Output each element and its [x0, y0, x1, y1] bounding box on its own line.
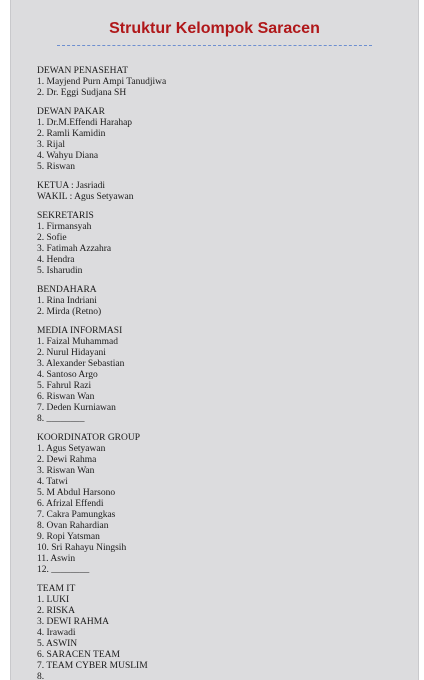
list-item: 1. Dr.M.Effendi Harahap	[37, 118, 133, 128]
list-item: 4. Tatwi	[37, 477, 68, 487]
list-item: 4. Irawadi	[37, 628, 76, 638]
list-item: 2. Dewi Rahma	[37, 455, 97, 465]
section	[37, 326, 408, 425]
section-heading: MEDIA INFORMASI	[37, 326, 123, 336]
list-item: 7. Cakra Pamungkas	[37, 510, 116, 520]
section-heading: KOORDINATOR GROUP	[37, 433, 141, 443]
list-item: 8.	[37, 672, 45, 680]
section	[37, 66, 408, 99]
list-item: 3. DEWI RAHMA	[37, 617, 110, 627]
list-item: 8. ________	[37, 414, 85, 424]
section	[37, 285, 408, 318]
section	[37, 107, 408, 173]
list-item: 2. RISKA	[37, 606, 76, 616]
list-item: 5. Riswan	[37, 162, 75, 172]
list-item: 3. Rijal	[37, 140, 65, 150]
list-item: 3. Alexander Sebastian	[37, 359, 125, 369]
list-item: 4. Hendra	[37, 255, 75, 265]
section	[37, 211, 408, 277]
list-item: 8. Ovan Rahardian	[37, 521, 109, 531]
list-item: 6. Riswan Wan	[37, 392, 95, 402]
list-item: 1. Mayjend Purn Ampi Tanudjiwa	[37, 77, 167, 87]
list-item: WAKIL : Agus Setyawan	[37, 192, 134, 202]
section	[37, 433, 408, 576]
list-item: 9. Ropi Yatsman	[37, 532, 100, 542]
list-item: 4. Santoso Argo	[37, 370, 98, 380]
list-item: 6. SARACEN TEAM	[37, 650, 120, 660]
list-item: 2. Mirda (Retno)	[37, 307, 102, 317]
list-item: 2. Nurul Hidayani	[37, 348, 106, 358]
list-item: 5. Isharudin	[37, 266, 83, 276]
list-item: 7. TEAM CYBER MUSLIM	[37, 661, 148, 671]
document-page	[10, 0, 419, 680]
list-item: 1. Faizal Muhammad	[37, 337, 118, 347]
list-item: 5. Fahrul Razi	[37, 381, 92, 391]
document-title: Struktur Kelompok Saracen	[109, 20, 320, 37]
document-body	[37, 66, 408, 680]
list-item: 6. Afrizal Effendi	[37, 499, 104, 509]
list-item: 11. Aswin	[37, 554, 76, 564]
section-heading: BENDAHARA	[37, 285, 97, 295]
section	[37, 181, 408, 203]
list-item: 5. ASWIN	[37, 639, 78, 649]
list-item: 5. M Abdul Harsono	[37, 488, 116, 498]
list-item: 1. Rina Indriani	[37, 296, 97, 306]
title-divider	[57, 45, 372, 46]
list-item: 2. Ramli Kamidin	[37, 129, 106, 139]
section-heading: DEWAN PENASEHAT	[37, 66, 129, 76]
list-item: 3. Riswan Wan	[37, 466, 95, 476]
list-item: 2. Dr. Eggi Sudjana SH	[37, 88, 127, 98]
section-heading: DEWAN PAKAR	[37, 107, 106, 117]
section-heading: TEAM IT	[37, 584, 76, 594]
list-item: 7. Deden Kurniawan	[37, 403, 116, 413]
list-item: 12. ________	[37, 565, 90, 575]
list-item: 1. Firmansyah	[37, 222, 92, 232]
list-item: 1. LUKI	[37, 595, 70, 605]
section	[37, 584, 408, 680]
section-heading: SEKRETARIS	[37, 211, 94, 221]
list-item: 1. Agus Setyawan	[37, 444, 106, 454]
list-item: 2. Sofie	[37, 233, 67, 243]
list-item: 10. Sri Rahayu Ningsih	[37, 543, 127, 553]
list-item: 3. Fatimah Azzahra	[37, 244, 112, 254]
list-item: 4. Wahyu Diana	[37, 151, 99, 161]
section-heading: KETUA : Jasriadi	[37, 181, 106, 191]
